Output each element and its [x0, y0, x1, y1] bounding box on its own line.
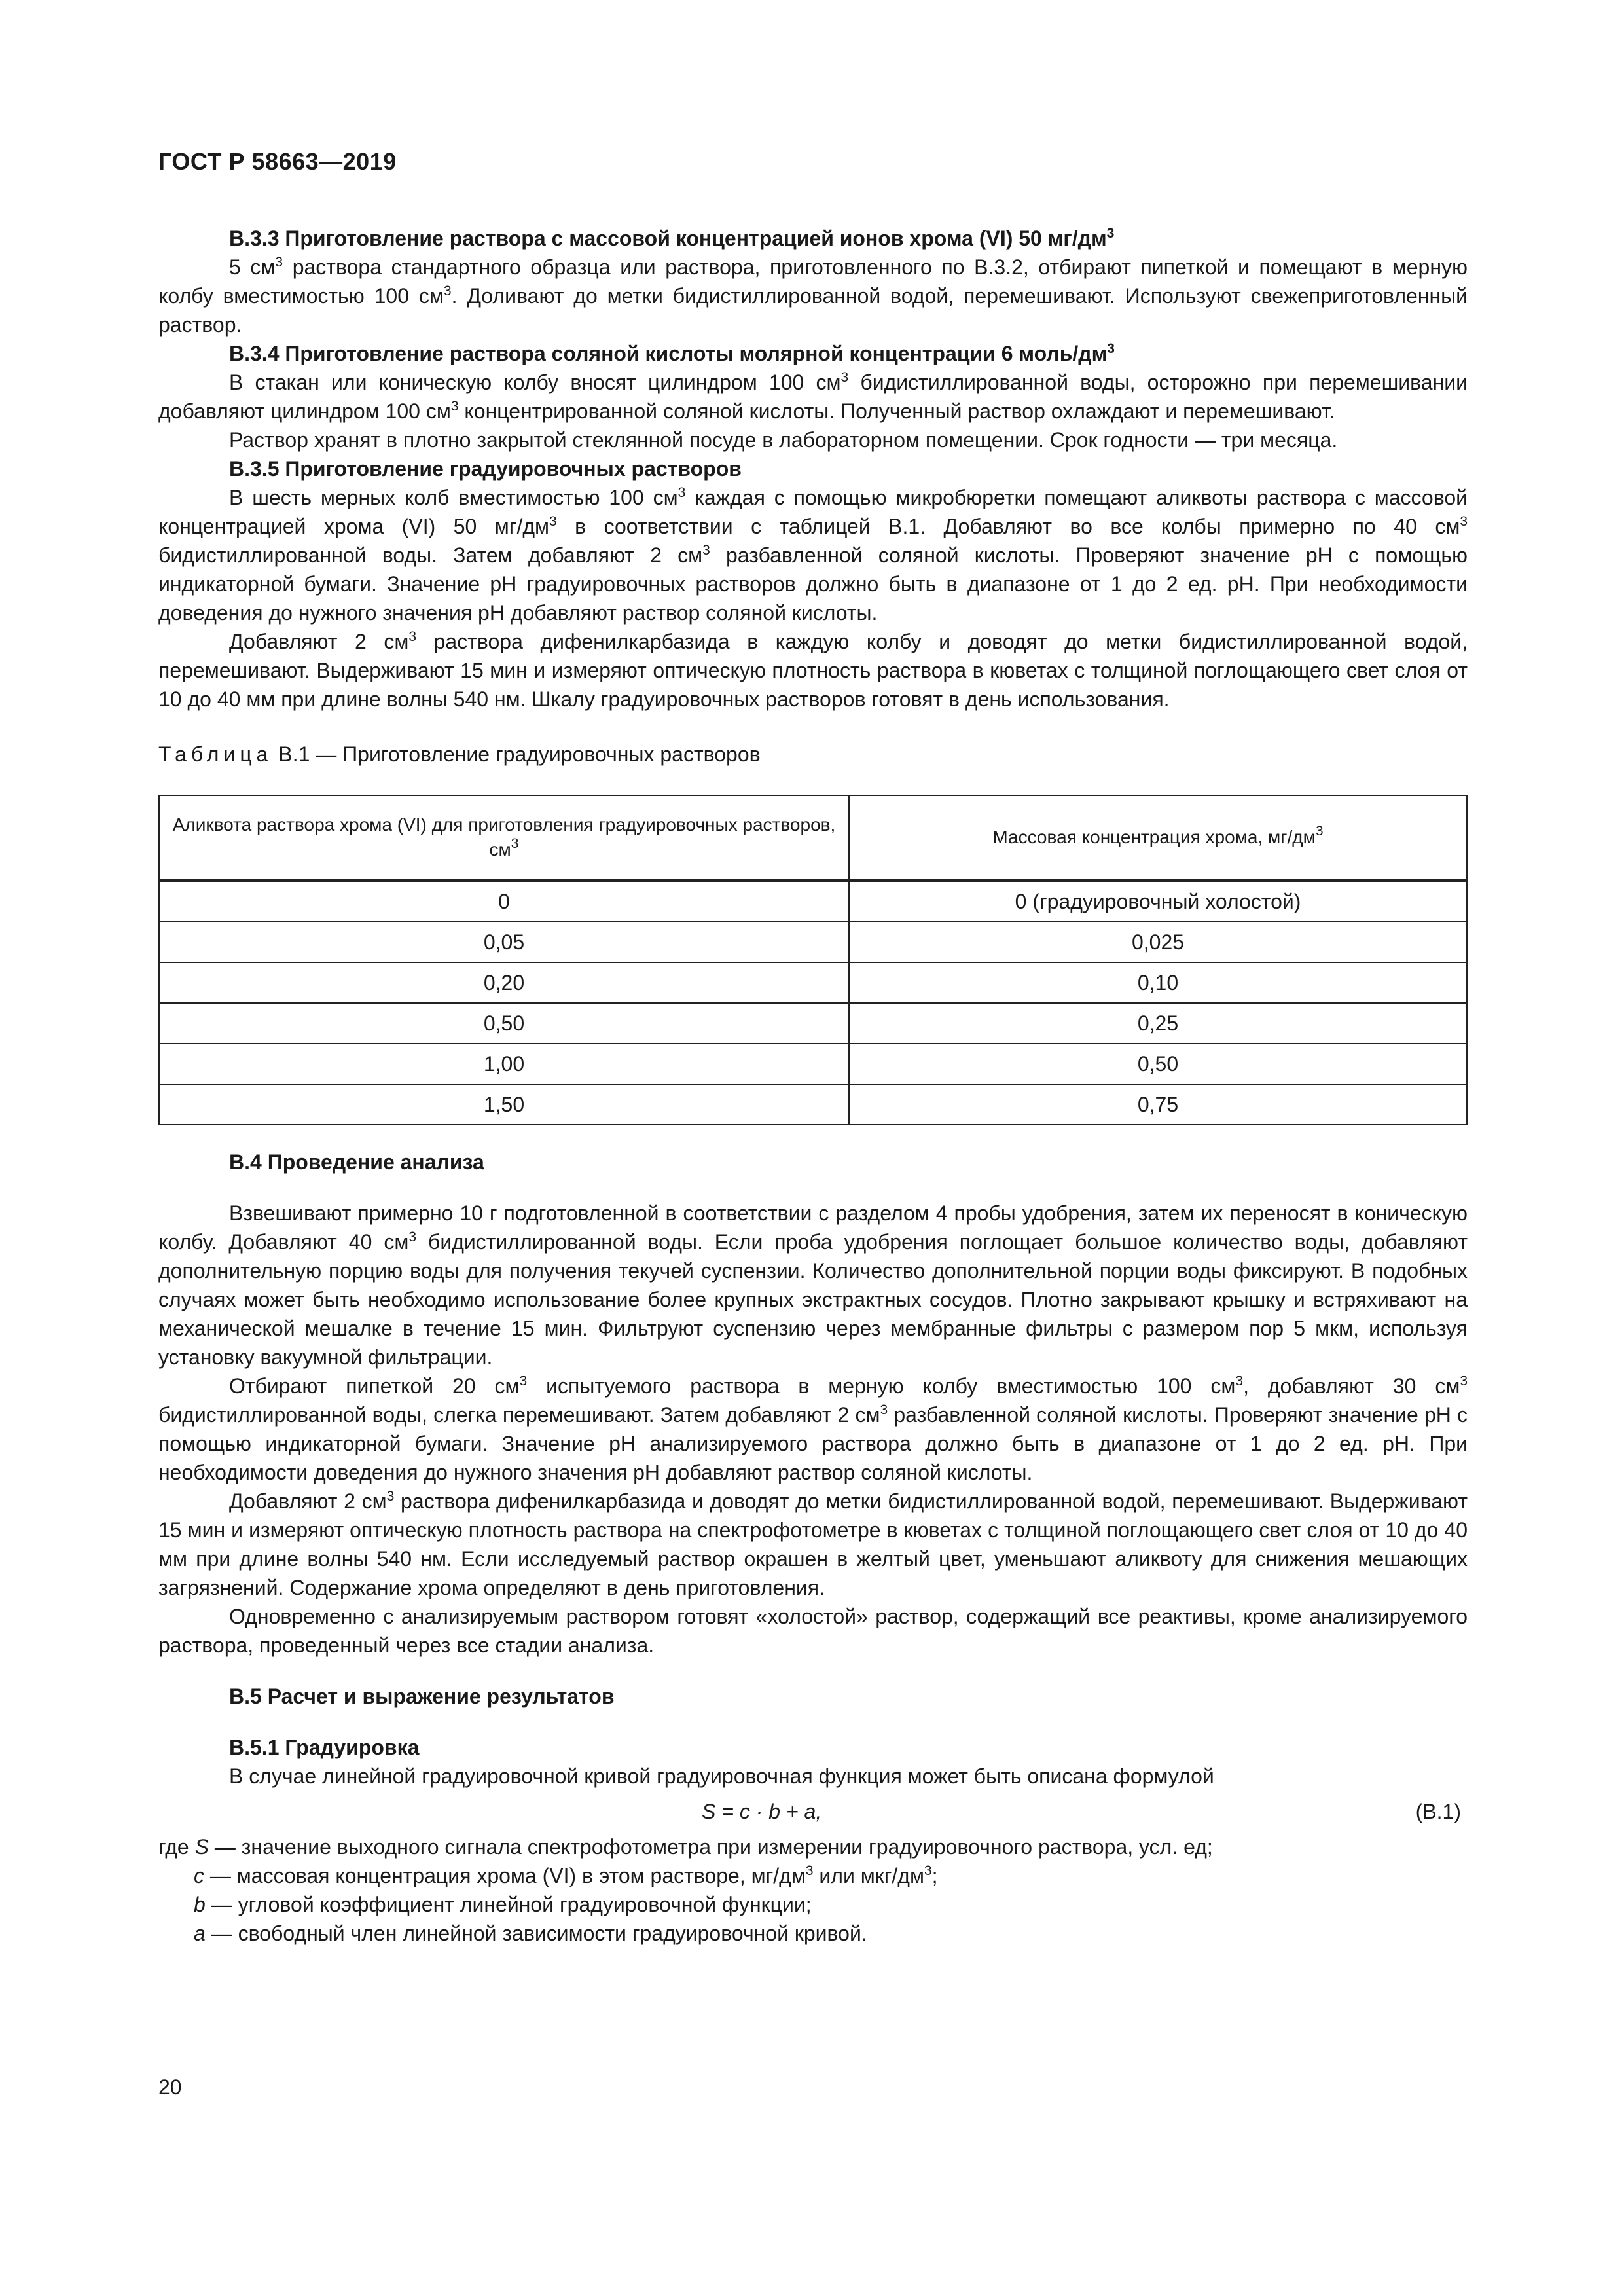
table-row [159, 922, 1467, 962]
legend-c: c — массовая концентрация хрома (VI) в этом растворе, $мг/дм^3$ или мкг/$дм^3$; [194, 1863, 938, 1887]
table-cell: 0,20 [159, 962, 849, 1003]
section-b51-title: В.5.1 Градуировка [229, 1736, 420, 1759]
table-row [159, 1003, 1467, 1044]
section-b4-paragraph-1: Взвешивают примерно 10 г подготовленной в соответствии с разделом 4 пробы удобрения, затем их переносят в коническую колбу. Добавляют 40 $см^3$ бидистиллированной воды. Если проба удобрения поглощает большое количество воды, добавляют дополнительную порцию воды для получения текучей суспензии. Количество дополнительной порции воды фиксируют. В подобных случаях может быть необходимо использование более крупных экстрактных сосудов. Плотно закрывают крышку и встряхивают на механической мешалке в течение 15 мин. Фильтруют суспензию через мембранные фильтры с размером пор 5 мкм, используя установку вакуумной фильтрации. [158, 1201, 1468, 1369]
table-cell: 0,025 [849, 922, 1467, 962]
table-cell: 0,50 [849, 1044, 1467, 1084]
section-b34-paragraph: В стакан или коническую колбу вносят цилиндром 100 $см^3$ бидистиллированной воды, осторожно при перемешивании добавляют цилиндром 100 $см^3$ концентрированной соляной кислоты. Полученный раствор охлаждают и перемешивают. [158, 370, 1468, 423]
formula-number: (В.1) [1415, 1800, 1461, 1823]
legend-a: a — свободный член линейной зависимости градуировочной кривой. [194, 1922, 867, 1945]
table-cell: 0,75 [849, 1084, 1467, 1125]
table-row [159, 1044, 1467, 1084]
table-cell: 0 (градуировочный холостой) [849, 881, 1467, 922]
table-cell: 1,00 [159, 1044, 849, 1084]
section-b35-paragraph: В шесть мерных колб вместимостью 100 $см^3$ каждая с помощью микробюретки помещают аликвоты раствора с массовой концентрацией хрома (VI) 50 $мг/дм^3$ в соответствии с таблицей В.1. Добавляют во все колбы примерно по 40 $см^3$ бидистиллированной воды. Затем добавляют 2 $см^3$ разбавленной соляной кислоты. Проверяют значение pH с помощью индикаторной бумаги. Значение pH градуировочных растворов должно быть в диапазоне от 1 до 2 ед. pH. При необходимости доведения до нужного значения pH добавляют раствор соляной кислоты. [158, 485, 1468, 625]
table-cell: 0 [159, 881, 849, 922]
table-cell: 0,05 [159, 922, 849, 962]
table-row [159, 1084, 1467, 1125]
section-b4-paragraph-3: Добавляют 2 $см^3$ раствора дифенилкарбазида и доводят до метки бидистиллированной водой, перемешивают. Выдерживают 15 мин и измеряют оптическую плотность раствора на спектрофотометре в кюветах с толщиной поглощающего свет слоя от 10 до 40 мм при длине волны 540 нм. Если исследуемый раствор окрашен в желтый цвет, уменьшают аликвоту для снижения мешающих загрязнений. Содержание хрома определяют в день приготовления. [158, 1489, 1468, 1599]
section-b35-paragraph-2: Добавляют 2 $см^3$ раствора дифенилкарбазида в каждую колбу и доводят до метки бидистиллированной водой, перемешивают. Выдерживают 15 мин и измеряют оптическую плотность раствора в кюветах с толщиной поглощающего свет слоя от 10 до 40 мм при длине волны 540 нм. Шкалу градуировочных растворов готовят в день использования. [158, 629, 1468, 711]
section-b34-storage: Раствор хранят в плотно закрытой стеклянной посуде в лабораторном помещении. Срок годности — три месяца. [229, 428, 1338, 452]
legend-b: b — угловой коэффициент линейной градуировочной функции; [194, 1893, 812, 1916]
formula-legend [158, 1832, 1468, 1948]
formula-expression: S = c · b + a, [702, 1800, 822, 1823]
table-cell: 0,25 [849, 1003, 1467, 1044]
section-b33-title: В.3.3 Приготовление раствора с массовой концентрацией ионов хрома (VI) 50 $мг/дм^3$ [229, 226, 1115, 250]
formula-b1 [158, 1791, 1468, 1832]
page-number: 20 [158, 2075, 182, 2099]
section-b35-title: В.3.5 Приготовление градуировочных растворов [229, 457, 742, 481]
table-row [159, 881, 1467, 922]
document-header: ГОСТ Р 58663—2019 [158, 148, 397, 175]
section-b34-title: В.3.4 Приготовление раствора соляной кислоты молярной концентрации 6 моль/$дм^3$ [229, 341, 1115, 365]
section-b51-intro: В случае линейной градуировочной кривой градуировочная функция может быть описана формулой [229, 1764, 1214, 1788]
table-cell: 1,50 [159, 1084, 849, 1125]
section-b4-paragraph-4: Одновременно с анализируемым раствором готовят «холостой» раствор, содержащий все реактивы, кроме анализируемого раствора, проведенный через все стадии анализа. [158, 1605, 1468, 1657]
section-b5-title: В.5 Расчет и выражение результатов [229, 1685, 615, 1708]
table-caption: Таблица В.1 — Приготовление градуировочных растворов [158, 742, 761, 766]
table-cell: 0,10 [849, 962, 1467, 1003]
calibration-table [158, 795, 1468, 1125]
table-cell: 0,50 [159, 1003, 849, 1044]
table-header-concentration: Массовая концентрация хрома, $мг/дм^3$ [849, 795, 1467, 881]
section-b33-paragraph: 5 $см^3$ раствора стандартного образца или раствора, приготовленного по В.3.2, отбирают пипеткой и помещают в мерную колбу вместимостью 100 $см^3$. Доливают до метки бидистиллированной водой, перемешивают. Используют свежеприготовленный раствор. [158, 255, 1468, 337]
document-body [158, 224, 1468, 1948]
table-header-aliquot: Аликвота раствора хрома (VI) для приготовления градуировочных растворов, $см^3$ [159, 795, 849, 881]
legend-s: где S — значение выходного сигнала спектрофотометра при измерении градуировочного раствора, усл. ед; [158, 1835, 1213, 1859]
section-b4-paragraph-2: Отбирают пипеткой 20 $см^3$ испытуемого раствора в мерную колбу вместимостью 100 $см^3$, добавляют 30 $см^3$ бидистиллированной воды, слегка перемешивают. Затем добавляют 2 $см^3$ разбавленной соляной кислоты. Проверяют значение pH с помощью индикаторной бумаги. Значение pH анализируемого раствора должно быть в диапазоне от 1 до 2 ед. pH. При необходимости доведения до нужного значения pH добавляют раствор соляной кислоты. [158, 1374, 1468, 1484]
table-row [159, 962, 1467, 1003]
section-b4-title: В.4 Проведение анализа [229, 1150, 484, 1174]
